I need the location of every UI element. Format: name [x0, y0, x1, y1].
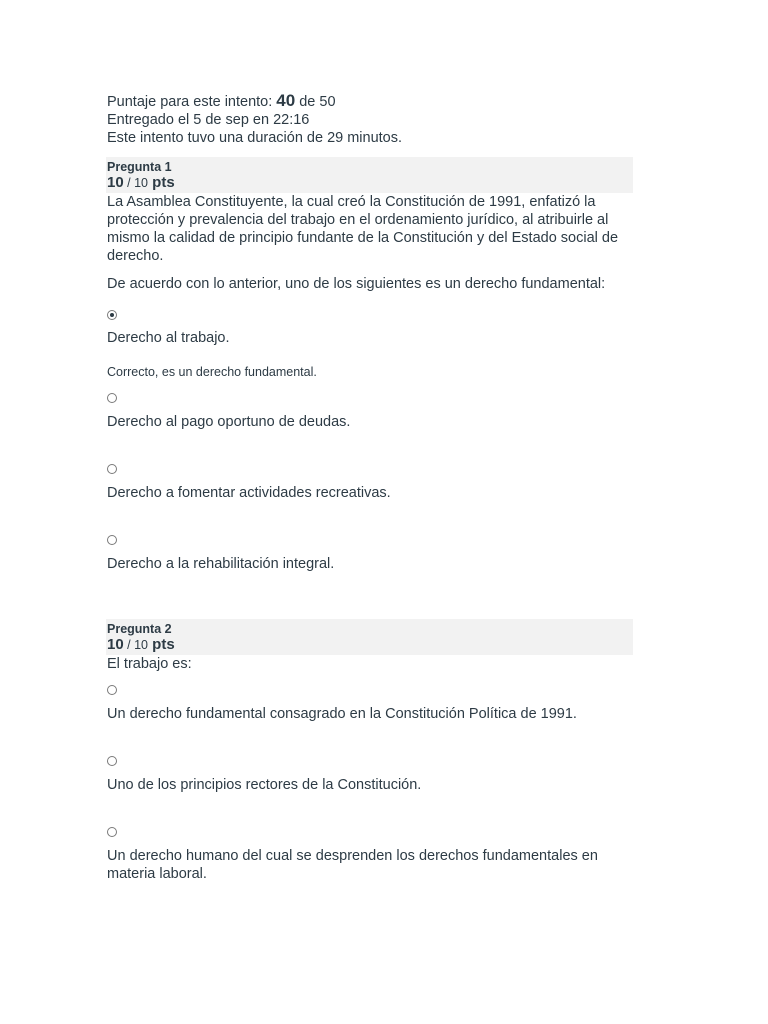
answer-text: Derecho a la rehabilitación integral.	[107, 556, 335, 572]
question-header	[106, 157, 633, 193]
question-prompt: De acuerdo con lo anterior, uno de los siguientes es un derecho fundamental:	[107, 276, 606, 292]
attempt-summary	[107, 92, 634, 147]
points-unit: pts	[148, 174, 175, 191]
question-label: Pregunta 2	[107, 622, 172, 636]
points-total: 10	[134, 638, 149, 652]
radio-icon[interactable]	[107, 685, 117, 695]
answer-feedback: Correcto, es un derecho fundamental.	[107, 365, 317, 379]
question-text: El trabajo es:	[107, 656, 192, 672]
score-value: 40	[276, 91, 296, 110]
answer-option[interactable]	[107, 685, 634, 723]
score-label: Puntaje para este intento:	[107, 94, 277, 110]
points-separator: /	[123, 638, 135, 652]
score-total: de 50	[295, 94, 336, 110]
quiz-content	[107, 92, 634, 883]
answer-text: Derecho al trabajo.	[107, 330, 230, 346]
score-line	[107, 92, 634, 111]
radio-icon[interactable]	[107, 464, 117, 474]
question-label: Pregunta 1	[107, 160, 172, 174]
points-total: 10	[134, 176, 149, 190]
answer-option[interactable]	[107, 535, 634, 573]
answer-option[interactable]	[107, 464, 634, 502]
radio-selected-icon[interactable]	[107, 310, 117, 320]
question-1	[107, 157, 634, 573]
radio-icon[interactable]	[107, 393, 117, 403]
answer-text: Un derecho humano del cual se desprenden los derechos fundamentales en materia laboral.	[107, 848, 598, 882]
points-earned: 10	[107, 174, 124, 191]
points-earned: 10	[107, 636, 124, 653]
radio-icon[interactable]	[107, 756, 117, 766]
attempt-duration: Este intento tuvo una duración de 29 minutos.	[107, 130, 403, 146]
answer-option[interactable]	[107, 310, 634, 381]
question-text: La Asamblea Constituyente, la cual creó la Constitución de 1991, enfatizó la protección y prevalencia del trabajo en el ordenamiento jurídico, al atribuirle al mismo la calidad de principio fundante de la Constitución y del Estado social de derecho.	[107, 194, 619, 264]
radio-icon[interactable]	[107, 535, 117, 545]
answer-option[interactable]	[107, 393, 634, 431]
question-points	[107, 174, 633, 192]
answer-text: Uno de los principios rectores de la Constitución.	[107, 777, 422, 793]
question-points	[107, 636, 633, 654]
question-2	[107, 619, 634, 883]
question-header	[106, 619, 633, 655]
answer-option[interactable]	[107, 756, 634, 794]
radio-icon[interactable]	[107, 827, 117, 837]
points-unit: pts	[148, 636, 175, 653]
answer-text: Derecho al pago oportuno de deudas.	[107, 414, 351, 430]
answer-text: Un derecho fundamental consagrado en la Constitución Política de 1991.	[107, 706, 577, 722]
points-separator: /	[123, 176, 135, 190]
answer-option[interactable]	[107, 827, 634, 883]
answer-text: Derecho a fomentar actividades recreativas.	[107, 485, 391, 501]
submitted-date: Entregado el 5 de sep en 22:16	[107, 112, 310, 128]
